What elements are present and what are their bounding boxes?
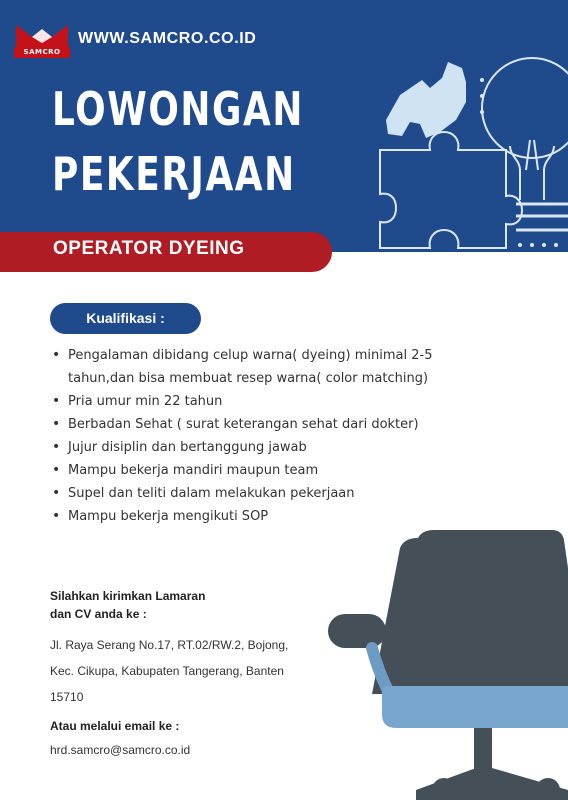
title-line-2: PEKERJAAN: [52, 147, 296, 201]
qualification-heading: Kualifikasi :: [50, 303, 201, 334]
qualification-item: • Supel dan teliti dalam melakukan pekerjaan: [50, 482, 450, 505]
logo-text: SAMCRO: [14, 47, 70, 58]
send-line-1: Silahkan kirimkan Lamaran: [50, 589, 206, 603]
title-line-1: LOWONGAN: [52, 82, 304, 136]
header-band: [0, 0, 568, 252]
address-line-1: Jl. Raya Serang No.17, RT.02/RW.2, Bojong,: [50, 638, 289, 652]
qualification-item: • Pria umur min 22 tahun: [50, 390, 450, 413]
email-address[interactable]: hrd.samcro@samcro.co.id: [50, 743, 191, 757]
qualification-list: [50, 344, 450, 528]
qualification-item: • Mampu bekerja mengikuti SOP: [50, 505, 450, 528]
send-instruction: [50, 587, 270, 623]
qualification-item: • Jujur disiplin dan bertanggung jawab: [50, 436, 450, 459]
qualification-item: • Pengalaman dibidang celup warna( dyeing) minimal 2-5 tahun,dan bisa membuat resep warna( color matching): [50, 344, 450, 390]
address-line-3: 15710: [50, 690, 84, 704]
send-line-2: dan CV anda ke :: [50, 607, 147, 621]
website-url[interactable]: WWW.SAMCRO.CO.ID: [78, 30, 257, 47]
position-title: OPERATOR DYEING: [53, 238, 245, 259]
address-line-2: Kec. Cikupa, Kabupaten Tangerang, Banten: [50, 664, 284, 678]
address: [50, 632, 340, 710]
puzzle-gear-lightbulb-illustration: [370, 40, 568, 252]
qualification-item: • Berbadan Sehat ( surat keterangan sehat dari dokter): [50, 413, 450, 436]
email-label: Atau melalui email ke :: [50, 719, 180, 733]
office-chair-illustration: [326, 528, 568, 800]
qualification-item: • Mampu bekerja mandiri maupun team: [50, 459, 450, 482]
